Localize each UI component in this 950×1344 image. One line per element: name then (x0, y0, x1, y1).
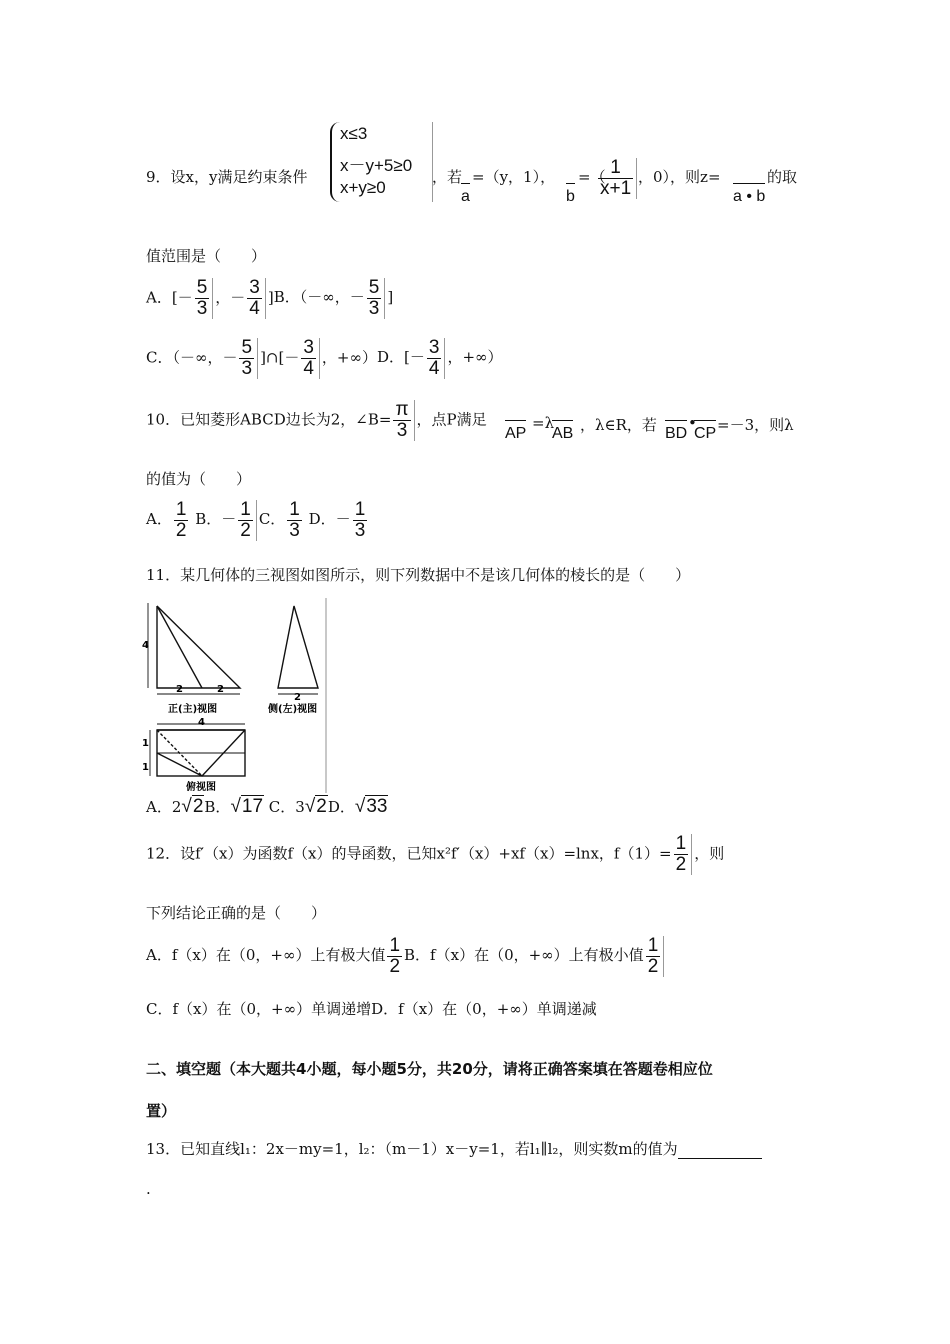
q9-vector-b: b (566, 188, 575, 205)
q9-c-den2: 4 (303, 357, 314, 379)
q11-option-d[interactable] (328, 798, 389, 816)
q9-a-den2: 4 (249, 297, 260, 319)
q10-frac-den: 3 (396, 419, 408, 441)
q12-options-cd (146, 998, 597, 1019)
q12-tail: ，则 (694, 844, 725, 863)
q11-d-rad: 33 (366, 796, 388, 817)
q9-option-c[interactable] (146, 338, 503, 379)
q9-b-end: ] (387, 288, 394, 307)
q10-option-a[interactable] (146, 499, 190, 541)
q10-a-num: 1 (175, 499, 187, 520)
q9-tail: 的取 (767, 168, 798, 186)
q10-c-num: 1 (289, 499, 300, 520)
q10-line1 (146, 400, 487, 441)
q11-a-rad: 2 (192, 796, 204, 817)
q12-b-text: B．f（x）在（0，+∞）上有极小值 (404, 946, 644, 965)
top-dim-1a: 1 (142, 738, 149, 749)
q10-vector-bd: BD (665, 425, 688, 442)
q9-constraint-1: x≤3 (340, 124, 368, 143)
q9-constraint-2: x－y+5≥0 (340, 156, 413, 175)
q10-lead: 10．已知菱形ABCD边长为2，∠B= (146, 410, 392, 429)
q9-c-num1: 5 (241, 337, 253, 358)
q11-c-rad: 2 (316, 796, 327, 817)
q9-vector-a: a (461, 188, 470, 205)
top-view-label: 俯视图 (186, 782, 216, 793)
q10-b-num: 1 (240, 499, 251, 520)
side-view-label: 侧(左)视图 (268, 704, 318, 715)
q9-option-b[interactable] (273, 277, 394, 319)
q10-tail: =－3，则λ (717, 416, 794, 434)
q10-c-den: 3 (289, 519, 300, 541)
q9-c-num2: 3 (303, 337, 314, 358)
q10-cont: 的值为（ ） (146, 470, 252, 488)
sqrt-icon: √2 (304, 796, 327, 817)
q9-b-text: B．（－∞，－ (273, 288, 365, 307)
top-view (150, 724, 245, 776)
q11-option-c[interactable] (269, 798, 328, 816)
q9-ab: a • b (733, 188, 766, 205)
q12-a-num: 1 (389, 935, 401, 956)
q10-d-text: D．－ (308, 510, 351, 529)
section2-heading-cont: 置） (146, 1102, 177, 1120)
q11-b-rad: 17 (241, 796, 264, 817)
q10-option-c[interactable] (258, 499, 304, 541)
q10-vector-cp: CP (694, 425, 717, 442)
q11-text: 11．某几何体的三视图如图所示，则下列数据中不是该几何体的棱长的是（ ） (146, 566, 691, 584)
q9-c-den1: 3 (241, 357, 253, 379)
front-view (148, 603, 240, 694)
q9-a-num1: 5 (196, 277, 208, 298)
q11-b-text: B． (204, 798, 231, 816)
q9-a-den1: 3 (196, 297, 208, 319)
q12-b-den: 2 (647, 955, 659, 977)
q10-frac-num: π (395, 399, 409, 420)
q10-eq: =λ (532, 414, 555, 432)
q13-answer-blank[interactable] (678, 1158, 762, 1159)
q9-frac-num: 1 (598, 158, 633, 179)
sqrt-icon: √33 (354, 796, 388, 817)
q9-c-end: ，+∞） (321, 348, 377, 367)
q12-a-text: A．f（x）在（0，+∞）上有极大值 (146, 946, 386, 965)
front-dim-2b: 2 (217, 684, 224, 695)
q12-option-d[interactable]: D．f（x）在（0，+∞）单调递减 (371, 1000, 597, 1018)
q9-lead: 9．设x，y满足约束条件 (146, 168, 308, 186)
q10-vector-ab: AB (552, 425, 574, 442)
q10-c-text: C． (258, 510, 286, 529)
q10-option-b[interactable] (195, 499, 259, 541)
front-view-label: 正(主)视图 (168, 704, 218, 715)
q12-option-b[interactable] (404, 935, 666, 977)
q9-c-text: C．（－∞，－ (146, 348, 238, 367)
top-dim-4: 4 (198, 717, 205, 728)
q11-c-text: C．3 (268, 798, 305, 816)
q12-cont: 下列结论正确的是（ ） (146, 904, 327, 922)
q9-a-mid: ，－ (215, 288, 246, 307)
section2-heading: 二、填空题（本大题共4小题，每小题5分，共20分，请将正确答案填在答题卷相应位 (146, 1060, 713, 1078)
q10-options (146, 500, 369, 541)
q10-d-num: 1 (354, 499, 366, 520)
q9-cont: 值范围是（ ） (146, 247, 267, 265)
q9-mid1: ，若 (432, 168, 463, 186)
q10-d-den: 3 (354, 519, 366, 541)
q9-d-num: 3 (428, 337, 440, 358)
q10-option-d[interactable] (308, 499, 370, 541)
q9-frac-den: x+1 (600, 177, 632, 199)
q10-b-text: B．－ (195, 510, 237, 529)
q9-option-a[interactable] (146, 278, 393, 319)
q12-line1 (146, 834, 724, 875)
q9-a-end: ] (267, 288, 274, 307)
q12-option-c[interactable]: C．f（x）在（0，+∞）单调递增 (146, 1000, 372, 1018)
q9-d-end: ，+∞） (447, 348, 503, 367)
q9-a-text: A．[－ (146, 288, 193, 307)
top-dim-1b: 1 (142, 762, 149, 773)
q10-dot: • (688, 414, 697, 432)
q10-vector-ap: AP (505, 425, 527, 442)
side-dim-2: 2 (294, 692, 301, 703)
q11-option-b[interactable] (204, 798, 264, 816)
q12-b-num: 1 (647, 935, 659, 956)
q9-b-num: 5 (368, 277, 380, 298)
q11-option-a[interactable] (146, 798, 204, 816)
sqrt-icon: √2 (181, 796, 204, 817)
q10-a-text: A． (146, 510, 172, 529)
q11-options (146, 796, 388, 818)
q9-a-num2: 3 (249, 277, 260, 298)
q9-c-mid: ]∩[－ (260, 348, 300, 367)
q9-eq-b: =（ (578, 168, 606, 186)
q13-text: 13．已知直线l₁：2x－my=1，l₂：（m－1）x－y=1，若l₁∥l₂，则实数m的值为 (146, 1140, 678, 1158)
three-view-figure (140, 598, 335, 793)
q9-constraint-system (330, 122, 433, 202)
q10-mid: ，点P满足 (416, 410, 487, 429)
q13-line (146, 1138, 762, 1159)
q9-fraction (596, 158, 639, 199)
q12-frac-num: 1 (675, 833, 687, 854)
q12-a-den: 2 (389, 955, 401, 977)
q11-a-text: A．2 (146, 798, 182, 816)
q9-eq-a: =（y，1）， (472, 168, 556, 186)
side-view (278, 606, 318, 694)
q9-d-text: D．[－ (377, 348, 425, 367)
q12-frac-den: 2 (675, 853, 687, 875)
q9-b-den: 3 (368, 297, 380, 319)
q10-mid2: ，λ∈R，若 (580, 416, 657, 434)
q12-option-a[interactable] (146, 935, 404, 977)
q9-after-frac: ，0），则z= (638, 168, 721, 186)
front-dim-2a: 2 (176, 684, 183, 695)
q13-dot: . (146, 1180, 151, 1198)
q12-lead: 12．设f′（x）为函数f（x）的导函数，已知x²f′（x）+xf（x）=lnx，f（1）= (146, 844, 672, 863)
q11-d-text: D． (327, 798, 355, 816)
sqrt-icon: √17 (230, 796, 264, 817)
q9-option-d[interactable] (377, 337, 503, 379)
q10-a-den: 2 (175, 519, 187, 541)
q9-d-den: 4 (428, 357, 440, 379)
q9-constraint-3: x+y≥0 (340, 178, 386, 197)
q10-b-den: 2 (240, 519, 251, 541)
q12-options-ab (146, 936, 666, 977)
front-dim-4: 4 (142, 640, 149, 651)
